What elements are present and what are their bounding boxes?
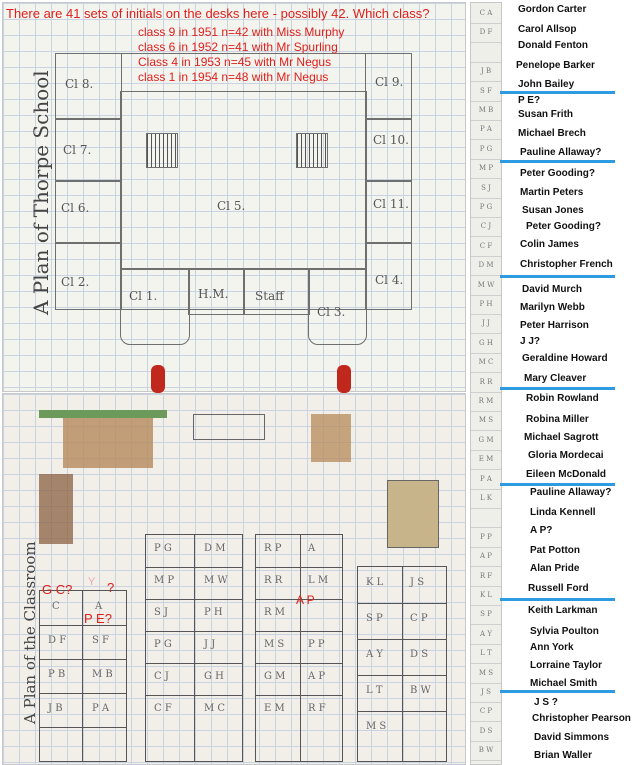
desk-initials: C J	[154, 671, 169, 682]
pupil-name: Michael Sagrott	[524, 432, 599, 443]
tab-initials-cell: P A	[471, 119, 501, 140]
tab-initials-cell: J J	[471, 313, 501, 334]
stairs-right	[296, 133, 328, 168]
pupil-name: Carol Allsop	[518, 24, 577, 35]
class-line-4: class 1 in 1954 n=48 with Mr Negus	[138, 70, 329, 84]
label-cl8: Cl 8.	[65, 77, 94, 91]
pupil-name: Pauline Allaway?	[520, 147, 602, 158]
desk-column-1	[39, 590, 127, 762]
label-cl10: Cl 10.	[373, 133, 409, 147]
annotation-ap: A P	[296, 593, 315, 607]
tab-initials-cell: L K	[471, 488, 501, 509]
tab-initials-cell: K L	[471, 585, 501, 606]
tab-initials-cell: J B	[471, 61, 501, 82]
divider-line	[500, 690, 615, 693]
desk-initials: J J	[204, 639, 216, 650]
binder-ring-right	[337, 365, 351, 393]
tab-initials-cell: P H	[471, 294, 501, 315]
room-cl1	[120, 268, 190, 345]
pupil-name: Geraldine Howard	[522, 353, 608, 364]
desk-initials: L M	[308, 575, 329, 586]
annotation-y: Y	[88, 576, 96, 588]
desk-initials: J S	[410, 577, 425, 588]
desk-initials: P H	[204, 607, 223, 618]
tab-initials-cell: M P	[471, 158, 501, 179]
tab-initials-cell: D M	[471, 255, 501, 276]
desk-initials: P A	[92, 703, 110, 714]
desk-column-3	[255, 534, 343, 762]
desk-initials: S J	[154, 607, 169, 618]
desk-initials: S F	[92, 635, 109, 646]
tab-initials-cell: P P	[471, 527, 501, 548]
tab-initials-cell: A Y	[471, 624, 501, 645]
tab-initials-cell: M B	[471, 100, 501, 121]
desk-initials: R R	[264, 575, 283, 586]
pupil-name: Pat Potton	[530, 545, 580, 556]
label-cl7: Cl 7.	[63, 143, 92, 157]
tab-initials-cell: S J	[471, 178, 501, 199]
label-staff: Staff	[255, 289, 284, 303]
class-line-1: class 9 in 1951 n=42 with Miss Murphy	[138, 25, 345, 39]
pupil-name: David Murch	[522, 284, 583, 295]
desk-initials: P G	[154, 543, 172, 554]
pupil-name: Brian Waller	[534, 750, 592, 761]
label-cl5: Cl 5.	[217, 199, 246, 213]
desk-initials: L T	[366, 685, 383, 696]
desk-initials: D M	[204, 543, 226, 554]
cabinet-left	[39, 474, 73, 544]
pupil-name: Sylvia Poulton	[530, 626, 599, 637]
tab-initials-cell: D S	[471, 721, 501, 742]
desk-initials: E M	[264, 703, 285, 714]
tab-initials-cell: R M	[471, 391, 501, 412]
cupboard-brown	[63, 418, 153, 468]
divider-line	[500, 160, 615, 163]
tab-initials-cell: B W	[471, 740, 501, 761]
desk-initials: M B	[92, 669, 113, 680]
tab-initials-cell: M W	[471, 275, 501, 296]
desk-initials: C	[52, 601, 60, 612]
desk-initials: A P	[308, 671, 326, 682]
pupil-name: Linda Kennell	[530, 507, 596, 518]
nature-table	[387, 480, 439, 548]
pupil-name: P E?	[518, 95, 541, 106]
divider-line	[500, 483, 615, 486]
desk-initials: D S	[410, 649, 429, 660]
room-cl10	[365, 118, 412, 182]
divider-line	[500, 91, 615, 94]
desk-initials: S P	[366, 613, 383, 624]
pupil-name: J S ?	[534, 697, 558, 708]
room-cl5	[120, 91, 367, 270]
desk-initials: A Y	[366, 649, 384, 660]
pupil-name: Peter Harrison	[520, 320, 589, 331]
label-cl4: Cl 4.	[375, 273, 404, 287]
tab-initials-cell: P A	[471, 469, 501, 490]
annotation-pe: P E?	[84, 611, 112, 626]
pupil-name: J J?	[520, 336, 541, 347]
divider-line	[500, 387, 615, 390]
initials-tab-strip	[470, 2, 502, 765]
pupil-name: Keith Larkman	[528, 605, 598, 616]
tab-initials-cell: M C	[471, 352, 501, 373]
tab-initials-cell: R F	[471, 566, 501, 587]
desk-initials: K L	[366, 577, 384, 588]
desk-initials: M W	[204, 575, 228, 586]
class-line-3: Class 4 in 1953 n=45 with Mr Negus	[138, 55, 332, 69]
pupil-name: Christopher Pearson	[532, 713, 631, 724]
tab-initials-cell: A P	[471, 546, 501, 567]
desk-initials: M C	[204, 703, 226, 714]
question-heading: There are 41 sets of initials on the desks here - possibly 42. Which class?	[6, 6, 430, 21]
desk-initials: A	[308, 543, 316, 554]
desk-initials: G H	[204, 671, 224, 682]
tab-initials-cell: D F	[471, 22, 501, 43]
tab-initials-cell: P G	[471, 139, 501, 160]
pupil-name: A P?	[530, 525, 553, 536]
tab-initials-cell	[471, 42, 501, 63]
tab-initials-cell: M S	[471, 663, 501, 684]
tab-initials-cell: S F	[471, 81, 501, 102]
tab-initials-cell: R R	[471, 372, 501, 393]
class-line-2: class 6 in 1952 n=41 with Mr Spurling	[138, 40, 338, 54]
teacher-desk	[193, 414, 265, 440]
room-cl11	[365, 180, 412, 244]
pupil-name: Martin Peters	[520, 187, 584, 198]
classroom-plan-title: A Plan of the Classroom	[21, 541, 39, 724]
tab-initials-cell: G H	[471, 333, 501, 354]
tab-initials-cell	[471, 507, 501, 528]
desk-initials: M S	[264, 639, 285, 650]
pupil-name: Gordon Carter	[518, 4, 587, 15]
pupil-name: Alan Pride	[530, 563, 580, 574]
tab-initials-cell: L T	[471, 643, 501, 664]
label-cl6: Cl 6.	[61, 201, 90, 215]
tab-initials-cell: C J	[471, 216, 501, 237]
label-cl1: Cl 1.	[129, 289, 158, 303]
label-hm: H.M.	[198, 287, 229, 301]
stairs-left	[146, 133, 178, 168]
pupil-name: Marilyn Webb	[520, 302, 585, 313]
pupil-name: Eileen McDonald	[526, 469, 607, 480]
tab-initials-cell: M S	[471, 410, 501, 431]
pupil-name: Peter Gooding?	[526, 221, 601, 232]
cupboard-right	[311, 414, 351, 462]
pupil-name: Robina Miller	[526, 414, 589, 425]
tab-initials-cell: C F	[471, 236, 501, 257]
label-cl3: Cl 3.	[317, 305, 346, 319]
desk-column-4	[357, 566, 447, 762]
tab-initials-cell: J S	[471, 682, 501, 703]
pupil-name: Susan Frith	[518, 109, 574, 120]
desk-initials: D F	[48, 635, 67, 646]
shelf-green	[39, 410, 167, 418]
label-cl2: Cl 2.	[61, 275, 90, 289]
classroom-plan-sheet	[2, 393, 466, 765]
pupil-name: Pauline Allaway?	[530, 487, 612, 498]
pupil-name: David Simmons	[534, 732, 610, 743]
pupil-name: Michael Smith	[530, 678, 598, 689]
desk-initials: P B	[48, 669, 66, 680]
desk-initials: M S	[366, 721, 387, 732]
pupil-name: Christopher French	[520, 259, 613, 270]
pupil-name: John Bailey	[518, 79, 575, 90]
tab-initials-cell: E M	[471, 449, 501, 470]
binder-ring-left	[151, 365, 165, 393]
desk-initials: R F	[308, 703, 326, 714]
pupil-name: Gloria Mordecai	[528, 450, 604, 461]
pupil-name: Colin James	[520, 239, 579, 250]
desk-initials: R M	[264, 607, 285, 618]
tab-initials-cell: S P	[471, 604, 501, 625]
pupil-name: Mary Cleaver	[524, 373, 587, 384]
tab-initials-cell: G M	[471, 430, 501, 451]
label-cl11: Cl 11.	[373, 197, 409, 211]
desk-initials: B W	[410, 685, 431, 696]
desk-initials: C F	[154, 703, 172, 714]
tab-initials-cell: C A	[471, 3, 501, 24]
tab-initials-cell: P G	[471, 197, 501, 218]
desk-initials: M P	[154, 575, 175, 586]
desk-initials: J B	[48, 703, 63, 714]
pupil-name: Michael Brech	[518, 128, 586, 139]
pupil-name: Lorraine Taylor	[530, 660, 603, 671]
annotation-question: ?	[107, 580, 115, 595]
desk-initials: A	[95, 601, 103, 612]
pupil-name: Donald Fenton	[518, 40, 588, 51]
pupil-name: Ann York	[530, 642, 574, 653]
desk-column-2	[145, 534, 243, 762]
divider-line	[500, 598, 615, 601]
pupil-name: Susan Jones	[522, 205, 584, 216]
desk-initials: C P	[410, 613, 428, 624]
desk-initials: P G	[154, 639, 172, 650]
pupil-name: Russell Ford	[528, 583, 589, 594]
divider-line	[500, 275, 615, 278]
desk-initials: G M	[264, 671, 286, 682]
tab-initials-cell: C P	[471, 701, 501, 722]
pupil-name: Robin Rowland	[526, 393, 599, 404]
desk-initials: R P	[264, 543, 282, 554]
desk-initials: P P	[308, 639, 325, 650]
school-plan-title: A Plan of Thorpe School	[29, 70, 53, 315]
pupil-name: Penelope Barker	[516, 60, 595, 71]
annotation-gc: G C?	[42, 582, 73, 597]
pupil-name: Peter Gooding?	[520, 168, 595, 179]
label-cl9: Cl 9.	[375, 75, 404, 89]
